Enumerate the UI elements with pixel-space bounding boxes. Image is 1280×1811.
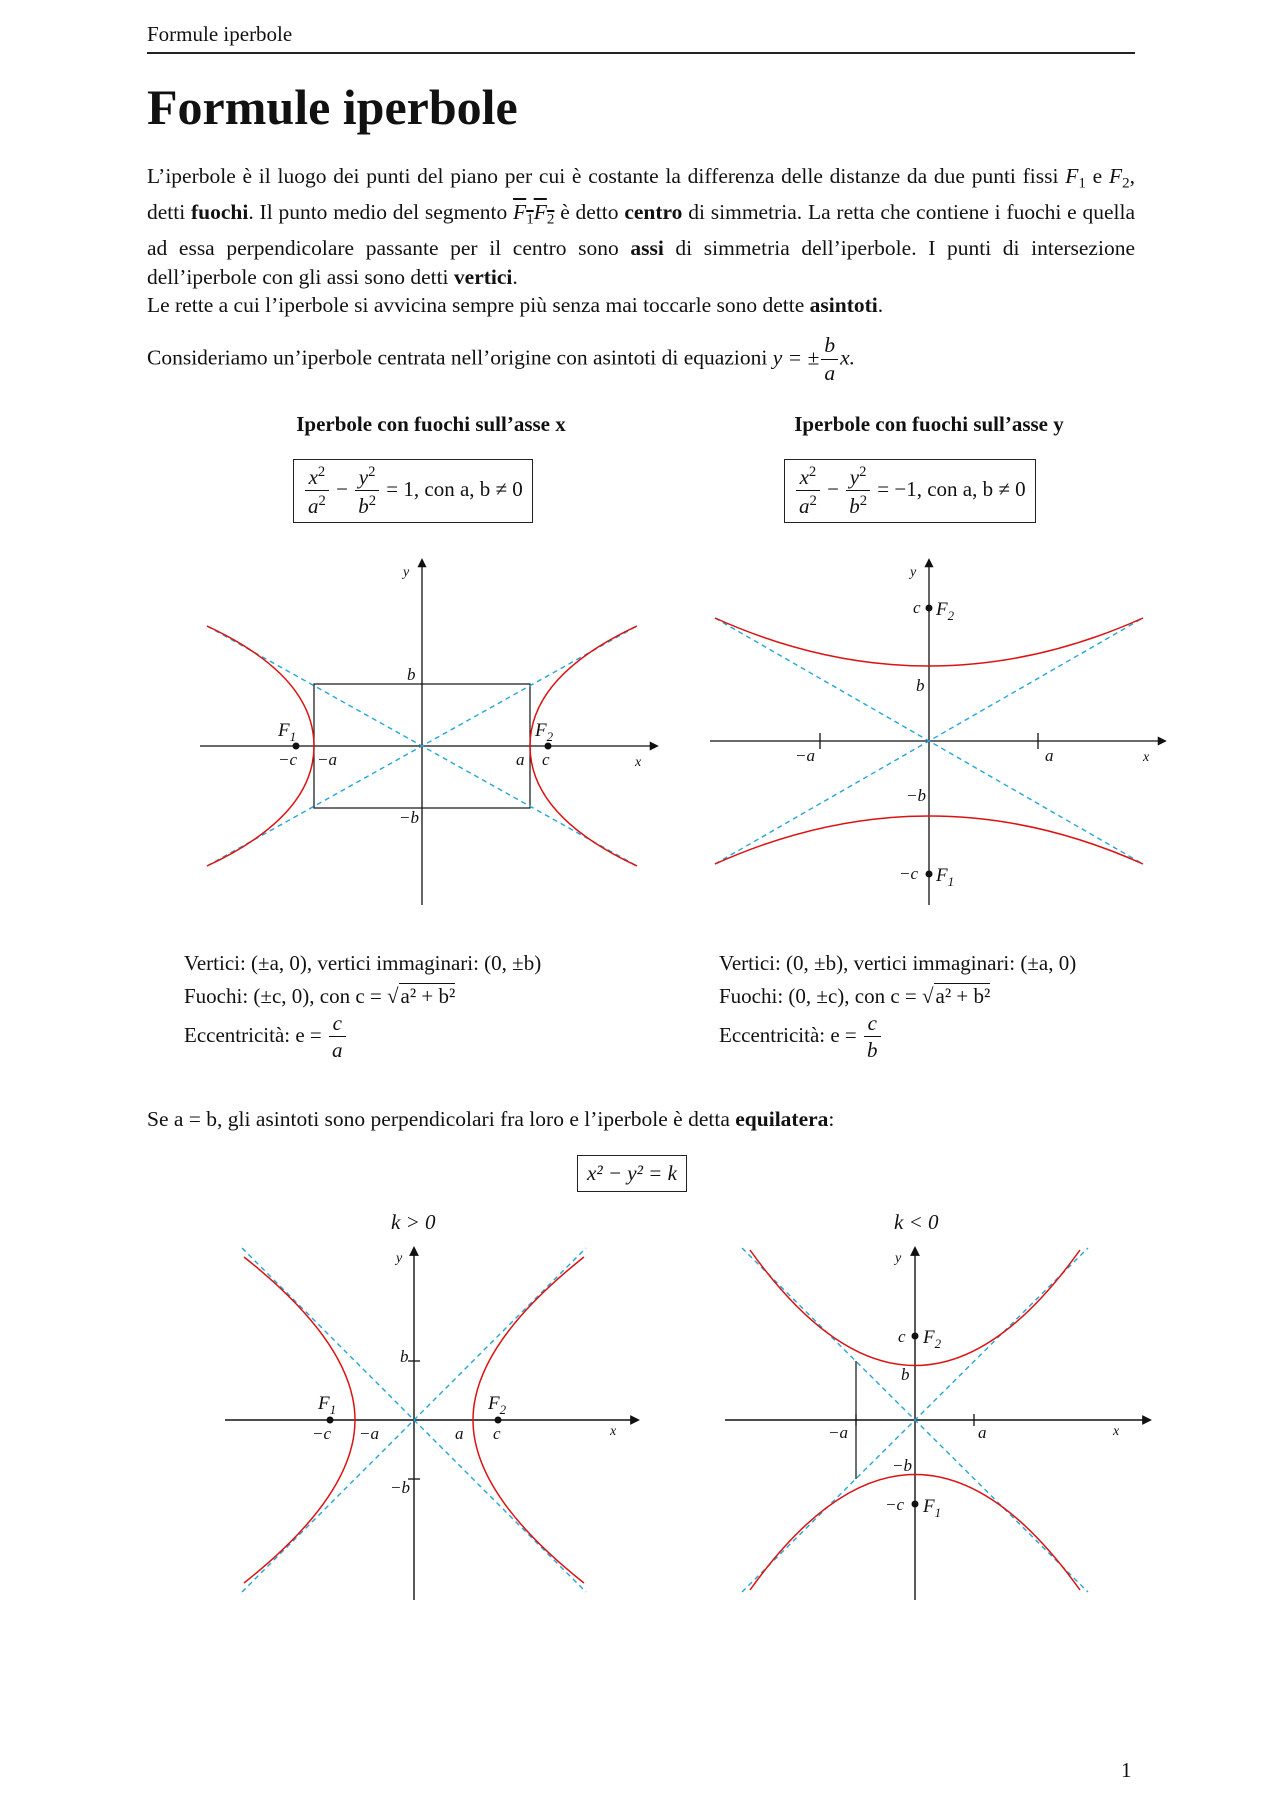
label-k-negative: k < 0 — [894, 1210, 939, 1234]
header-rule — [147, 52, 1135, 54]
label-b: b — [916, 676, 925, 695]
label-c: c — [913, 598, 921, 617]
running-header: Formule iperbole — [147, 22, 293, 46]
label-neg-b: −b — [399, 808, 419, 827]
label-x-axis: x — [1113, 1424, 1120, 1439]
definition-text: L’iperbole è il luogo dei punti del piano per cui è costante la differenza delle distanze da due punti fissi $F_1$ e $F_2$, detti fuochi. Il punto medio del segmento $F_1F_2$ è detto centro di simmetria. La retta che contiene i fuochi e quella ad essa perpendicolare passante per il centro sono assi di simmetria dell’iperbole. I punti di intersezione dell’iperbole con gli assi sono detti vertici. — [147, 164, 1136, 289]
heading-foci-y: Iperbole con fuochi sull’asse y — [794, 412, 1064, 436]
label-b: b — [400, 1347, 409, 1366]
eccentricita-x: Eccentricità: e = $\frac{c}{a}$ — [184, 1013, 541, 1061]
graph-equilatera-positive — [220, 1245, 640, 1605]
term-vertici: vertici — [453, 264, 513, 289]
label-b: b — [901, 1365, 910, 1384]
label-y-axis: y — [403, 565, 410, 580]
equilateral-negative-plot — [725, 1248, 1150, 1600]
focus-f1 — [327, 1417, 334, 1424]
focus-f2 — [926, 605, 933, 612]
label-neg-b: −b — [906, 786, 926, 805]
term-equilatera: equilatera — [735, 1107, 829, 1131]
branch-right-lower — [473, 1420, 584, 1583]
label-neg-b: −b — [892, 1456, 912, 1475]
label-neg-a: −a — [317, 750, 337, 769]
label-c: c — [542, 750, 550, 769]
label-k-positive: k > 0 — [391, 1210, 436, 1234]
label-f1: $F_1$ — [936, 865, 955, 889]
term-fuochi: fuochi — [191, 200, 249, 225]
label-neg-a: −a — [828, 1423, 848, 1442]
label-f2: $F_2$ — [936, 599, 955, 623]
fraction-b-over-a: $\frac{b}{a}$ — [821, 335, 838, 384]
label-a: a — [516, 750, 525, 769]
label-c: c — [493, 1424, 501, 1443]
label-neg-c: −c — [278, 750, 298, 769]
branch-left-lower — [244, 1420, 355, 1583]
label-y-axis: y — [396, 1251, 403, 1266]
vertici-x: Vertici: (±a, 0), vertici immaginari: (0, ±b) — [184, 951, 542, 975]
hyperbola-y-plot — [710, 560, 1165, 905]
branch-left-upper — [244, 1257, 355, 1420]
graph-foci-y — [705, 550, 1175, 915]
heading-foci-x: Iperbole con fuochi sull’asse x — [296, 412, 566, 436]
label-neg-c: −c — [312, 1424, 332, 1443]
equation-box-x: $\frac{x^2}{a^2}$ − $\frac{y^2}{b^2}$ = 1, con a, b ≠ 0 — [293, 459, 533, 523]
label-x-axis: x — [1143, 750, 1150, 765]
info-foci-y — [719, 947, 1076, 1061]
equilatera-sentence: Se a = b, gli asintoti sono perpendicolari fra loro e l’iperbole è detta equilatera: — [147, 1107, 835, 1131]
vertici-y: Vertici: (0, ±b), vertici immaginari: (±a, 0) — [719, 951, 1077, 975]
label-f2: $F_2$ — [923, 1327, 942, 1351]
graph-equilatera-negative — [720, 1245, 1160, 1605]
info-foci-x — [184, 947, 541, 1061]
asymptote-intro: Consideriamo un’iperbole centrata nell’origine con asintoti di equazioni y = ± $\frac{b}{a}$ x. — [147, 333, 855, 385]
focus-f2 — [912, 1333, 919, 1340]
focus-f2 — [495, 1417, 502, 1424]
label-neg-b: −b — [390, 1478, 410, 1497]
label-neg-a: −a — [359, 1424, 379, 1443]
term-assi: assi — [630, 236, 664, 261]
page-title: Formule iperbole — [147, 79, 518, 135]
focus-f1 — [926, 871, 933, 878]
label-a: a — [978, 1423, 987, 1442]
label-y-axis: y — [910, 565, 917, 580]
equation-box-equilatera: x² − y² = k — [577, 1155, 687, 1192]
fuochi-y: Fuochi: (0, ±c), con c = √a² + b² — [719, 984, 991, 1008]
label-f1: $F_1$ — [923, 1496, 942, 1520]
label-b: b — [407, 665, 416, 684]
label-f1: $F_1$ — [278, 720, 297, 744]
branch-left-lower — [207, 746, 314, 866]
label-a: a — [1045, 746, 1054, 765]
label-f1: $F_1$ — [318, 1393, 337, 1417]
label-f2: $F_2$ — [535, 720, 554, 744]
label-x-axis: x — [635, 755, 642, 770]
definition-paragraph — [147, 162, 1135, 320]
label-neg-c: −c — [899, 864, 919, 883]
label-x-axis: x — [610, 1424, 617, 1439]
equation-box-y: $\frac{x^2}{a^2}$ − $\frac{y^2}{b^2}$ = −1, con a, b ≠ 0 — [784, 459, 1036, 523]
term-asintoti: asintoti — [809, 293, 878, 318]
label-neg-c: −c — [885, 1495, 905, 1514]
label-c: c — [898, 1327, 906, 1346]
term-centro: centro — [624, 200, 683, 225]
eccentricita-y: Eccentricità: e = $\frac{c}{b}$ — [719, 1013, 1076, 1061]
focus-f1 — [912, 1501, 919, 1508]
label-a: a — [455, 1424, 464, 1443]
fuochi-x: Fuochi: (±c, 0), con c = √a² + b² — [184, 984, 456, 1008]
equilateral-positive-plot — [225, 1248, 638, 1600]
asintoti-text: Le rette a cui l’iperbole si avvicina sempre più senza mai toccarle sono dette asintoti. — [147, 293, 884, 318]
label-f2: $F_2$ — [488, 1393, 507, 1417]
graph-foci-x — [195, 550, 675, 915]
hyperbola-x-plot — [200, 560, 657, 905]
segment-f1f2: $F_1F_2$ — [513, 200, 555, 228]
page-number: 1 — [1121, 1758, 1132, 1782]
branch-left-upper — [207, 626, 314, 746]
label-y-axis: y — [895, 1251, 902, 1266]
label-neg-a: −a — [795, 746, 815, 765]
